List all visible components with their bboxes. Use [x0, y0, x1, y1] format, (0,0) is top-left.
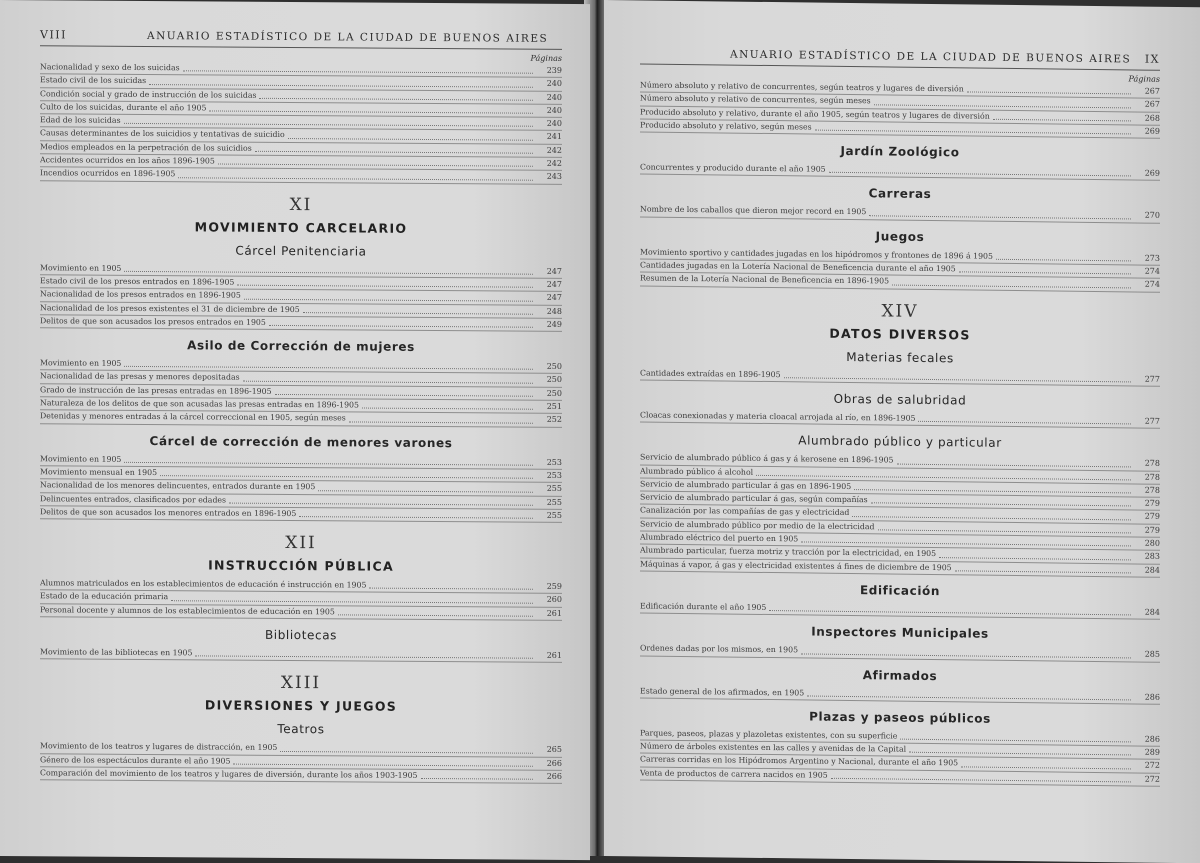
section-number: XI — [289, 194, 313, 215]
entry-text: Servicio de alumbrado público por medio de la electricidad — [640, 519, 875, 532]
entry-text: Causas determinantes de los suicidios y tentativas de suicidio — [40, 128, 285, 140]
entry-text: Alumnos matriculados en los establecimientos de educación é instrucción en 1905 — [40, 578, 367, 590]
leader-dots — [124, 271, 533, 275]
left-running-title: ANUARIO ESTADÍSTICO DE LA CIUDAD DE BUENOS AIRES — [146, 30, 549, 45]
entry-page-number: 286 — [1144, 734, 1160, 744]
entry-page-number: 247 — [546, 279, 562, 289]
entry-page-number: 253 — [546, 470, 562, 480]
entry-text: Servicio de alumbrado particular á gas en 1896-1905 — [640, 479, 852, 491]
right-running-head — [640, 46, 1160, 70]
leader-dots — [421, 778, 533, 780]
entry-text: Número absoluto y relativo de concurrentes, según meses — [640, 93, 871, 106]
entry-text: Nacionalidad de los menores delincuentes, entrados durante en 1905 — [40, 480, 316, 492]
index-entry — [40, 646, 562, 663]
entry-text: Canalización por las compañías de gas y electricidad — [640, 505, 850, 518]
leader-dots — [900, 739, 1131, 743]
entry-page-number: 277 — [1144, 416, 1160, 426]
leader-dots — [967, 92, 1131, 95]
leader-dots — [362, 408, 533, 410]
entry-text: Alumbrado eléctrico del puerto en 1905 — [640, 532, 799, 544]
leader-dots — [769, 610, 1131, 615]
leader-dots — [829, 172, 1131, 177]
leader-dots — [871, 503, 1131, 507]
leader-dots — [178, 177, 533, 180]
entry-text: Movimiento de los teatros y lugares de distracción, en 1905 — [40, 741, 278, 753]
entry-page-number: 240 — [546, 92, 562, 102]
section-title: MOVIMIENTO CARCELARIO — [194, 219, 408, 236]
leader-dots — [909, 752, 1131, 756]
entry-page-number: 255 — [546, 510, 562, 520]
entry-text: Edad de los suicidas — [40, 115, 121, 126]
subsection-title: Obras de salubridad — [833, 391, 967, 408]
entry-page-number: 266 — [546, 771, 562, 781]
leader-dots — [171, 600, 533, 604]
entry-page-number: 240 — [546, 119, 562, 129]
leader-dots — [275, 394, 533, 397]
entry-text: Venta de productos de carrera nacidos en 1905 — [640, 768, 828, 780]
index-entry — [640, 367, 1160, 387]
entry-text: Accidentes ocurridos en los años 1896-1905 — [40, 155, 215, 166]
right-page — [604, 0, 1200, 863]
leader-dots — [878, 529, 1131, 533]
subsection-title: Cárcel de corrección de menores varones — [149, 433, 453, 450]
entry-page-number: 269 — [1144, 168, 1160, 178]
leader-dots — [160, 475, 533, 479]
entry-page-number: 279 — [1144, 525, 1160, 535]
subsection-title: Materias fecales — [846, 349, 954, 365]
entry-page-number: 242 — [546, 158, 562, 169]
index-entry — [640, 643, 1160, 663]
entry-text: Grado de instrucción de las presas entradas en 1896-1905 — [40, 385, 272, 396]
entry-page-number: 277 — [1144, 374, 1160, 384]
leader-dots — [218, 164, 533, 167]
leader-dots — [993, 119, 1131, 122]
entry-list — [40, 262, 562, 332]
entry-text: Carreras corridas en los Hipódromos Argentino y Nacional, durante el año 1905 — [640, 754, 959, 768]
entry-list — [640, 600, 1160, 620]
entry-page-number: 284 — [1144, 607, 1160, 617]
entry-text: Nombre de los caballos que dieron mejor record en 1905 — [640, 204, 867, 217]
entry-page-number: 278 — [1144, 485, 1160, 495]
entry-list — [640, 685, 1160, 705]
entry-page-number: 265 — [546, 745, 562, 755]
entry-text: Movimiento de las bibliotecas en 1905 — [40, 647, 193, 658]
entry-text: Nacionalidad de las presas y menores depositadas — [40, 371, 240, 383]
entry-page-number: 272 — [1144, 774, 1160, 784]
leader-dots — [892, 284, 1131, 288]
entry-text: Servicio de alumbrado público á gas y á kerosene en 1896-1905 — [640, 452, 894, 465]
index-entry — [40, 604, 562, 621]
leader-dots — [229, 502, 533, 505]
entry-text: Nacionalidad y sexo de los suicidas — [40, 62, 180, 73]
entry-page-number: 267 — [1144, 86, 1160, 96]
entry-text: Condición social y grado de instrucción de los suicidas — [40, 88, 257, 100]
entry-page-number: 253 — [546, 457, 562, 467]
section-title: INSTRUCCIÓN PÚBLICA — [208, 557, 394, 574]
entry-page-number: 239 — [546, 65, 562, 75]
entry-text: Estado de la educación primaria — [40, 591, 169, 602]
index-entry — [40, 315, 562, 332]
entry-list — [640, 367, 1160, 387]
entry-page-number: 241 — [546, 132, 562, 142]
entry-text: Número absoluto y relativo de concurrentes, según teatros y lugares de diversión — [640, 80, 964, 94]
index-entry — [640, 685, 1160, 705]
entry-page-number: 261 — [546, 650, 562, 660]
right-running-title: ANUARIO ESTADÍSTICO DE LA CIUDAD DE BUENOS AIRES — [730, 48, 1132, 66]
leader-dots — [280, 751, 533, 754]
entry-text: Movimiento en 1905 — [40, 453, 122, 464]
index-entry — [640, 600, 1160, 620]
leader-dots — [831, 778, 1131, 783]
entry-page-number: 260 — [546, 595, 562, 605]
entry-page-number: 274 — [1144, 266, 1160, 276]
section-number: XIV — [881, 301, 919, 322]
entry-text: Medios empleados en la perpetración de los suicidios — [40, 142, 252, 153]
entry-text: Nacionalidad de los presos entrados en 1896-1905 — [40, 289, 241, 300]
entry-list — [40, 741, 562, 785]
entry-text: Ordenes dadas por los mismos, en 1905 — [640, 643, 799, 655]
leader-dots — [869, 215, 1131, 219]
entry-text: Producido absoluto y relativo, durante el año 1905, según teatros y lugares de diversión — [640, 107, 990, 121]
entry-text: Cantidades jugadas en la Lotería Nacional de Beneficencia durante el año 1905 — [640, 260, 956, 274]
entry-page-number: 267 — [1144, 99, 1160, 110]
entry-text: Movimiento en 1905 — [40, 358, 122, 369]
left-page-number: VIII — [40, 28, 67, 42]
leader-dots — [897, 463, 1132, 467]
entry-page-number: 250 — [546, 375, 562, 385]
leader-dots — [269, 325, 533, 328]
section-title: DATOS DIVERSOS — [829, 325, 971, 343]
entry-text: Delincuentes entrados, clasificados por edades — [40, 493, 227, 505]
entry-text: Cloacas conexionadas y materia cloacal arrojada al río, en 1896-1905 — [640, 410, 916, 423]
leader-dots — [801, 542, 1131, 547]
leader-dots — [124, 366, 533, 370]
leader-dots — [209, 111, 533, 114]
entry-page-number: 261 — [546, 608, 562, 618]
subsection-title: Cárcel Penitenciaria — [235, 243, 367, 259]
entry-text: Detenidas y menores entradas á la cárcel correccional en 1905, según meses — [40, 411, 346, 423]
entry-page-number: 278 — [1144, 458, 1160, 469]
subsection-title: Afirmados — [862, 667, 938, 683]
subsection-title: Plazas y paseos públicos — [809, 709, 991, 726]
entry-page-number: 252 — [546, 415, 562, 425]
entry-page-number: 250 — [546, 361, 562, 372]
entry-page-number: 270 — [1144, 211, 1160, 221]
entry-page-number: 279 — [1144, 498, 1160, 508]
entry-text: Producido absoluto y relativo, según meses — [640, 120, 812, 132]
entry-page-number: 284 — [1144, 565, 1160, 575]
subsection-title: Carreras — [868, 186, 932, 202]
entry-page-number: 269 — [1144, 126, 1160, 136]
paginas-label: Páginas — [530, 53, 562, 63]
entry-text: Género de los espectáculos durante el año 1905 — [40, 754, 231, 766]
subsection-title: Teatros — [277, 722, 325, 737]
entry-text: Comparación del movimiento de los teatros y lugares de diversión, durante los años 1903-1905 — [40, 768, 418, 780]
entry-page-number: 248 — [546, 306, 562, 316]
leader-dots — [299, 516, 533, 519]
leader-dots — [237, 285, 533, 288]
entry-list — [40, 646, 562, 663]
entry-list — [640, 727, 1160, 787]
index-entry — [40, 168, 562, 185]
entry-text: Resumen de la Lotería Nacional de Beneficencia en 1896-1905 — [640, 273, 890, 286]
entry-text: Alumbrado público á alcohol — [640, 466, 754, 477]
entry-list — [640, 204, 1160, 224]
subsection-title: Juegos — [875, 229, 925, 244]
entry-list — [640, 162, 1160, 182]
leader-dots — [243, 380, 533, 383]
entry-list — [640, 79, 1160, 139]
entry-text: Edificación durante el año 1905 — [640, 601, 767, 612]
entry-page-number: 255 — [546, 484, 562, 494]
entry-text: Nacionalidad de los presos existentes el 31 de diciembre de 1905 — [40, 302, 300, 314]
entry-text: Personal docente y alumnos de los establecimientos de educación en 1905 — [40, 604, 335, 617]
entry-list — [640, 409, 1160, 429]
entry-page-number: 268 — [1144, 113, 1160, 123]
subsection-title: Asilo de Corrección de mujeres — [187, 338, 415, 355]
entry-text: Número de árboles existentes en las calles y avenidas de la Capital — [640, 741, 907, 754]
entry-text: Estado civil de los suicidas — [40, 75, 147, 86]
entry-page-number: 251 — [546, 401, 562, 411]
entry-list — [40, 61, 562, 184]
entry-page-number: 255 — [546, 497, 562, 507]
entry-page-number: 240 — [546, 105, 562, 115]
leader-dots — [255, 151, 533, 154]
leader-dots — [124, 462, 533, 466]
entry-text: Culto de los suicidas, durante el año 1905 — [40, 102, 207, 113]
entry-page-number: 250 — [546, 388, 562, 398]
entry-text: Parques, paseos, plazas y plazoletas existentes, con su superficie — [640, 728, 898, 741]
entry-text: Movimiento en 1905 — [40, 262, 122, 273]
leader-dots — [801, 653, 1131, 658]
entry-text: Máquinas á vapor, á gas y electricidad existentes á fines de diciembre de 1905 — [640, 559, 952, 572]
leader-dots — [369, 588, 533, 590]
entry-text: Incendios ocurridos en 1896-1905 — [40, 168, 176, 179]
leader-dots — [807, 695, 1131, 700]
leader-dots — [959, 272, 1131, 275]
entry-page-number: 243 — [546, 172, 562, 182]
index-entry — [640, 162, 1160, 182]
leader-dots — [149, 84, 533, 88]
leader-dots — [233, 764, 533, 767]
entry-text: Movimiento mensual en 1905 — [40, 467, 158, 478]
leader-dots — [961, 766, 1131, 769]
leader-dots — [918, 421, 1131, 425]
entry-page-number: 283 — [1144, 551, 1160, 562]
entry-page-number: 266 — [546, 758, 562, 768]
right-page-number: IX — [1144, 52, 1160, 66]
entry-page-number: 289 — [1144, 747, 1160, 757]
entry-page-number: 247 — [546, 266, 562, 276]
entry-page-number: 272 — [1144, 761, 1160, 771]
entry-page-number: 242 — [546, 145, 562, 155]
leader-dots — [784, 377, 1131, 382]
entry-text: Naturaleza de los delitos de que son acusadas las presas entradas en 1896-1905 — [40, 398, 359, 410]
index-entry — [640, 409, 1160, 429]
entry-page-number: 280 — [1144, 538, 1160, 548]
entry-list — [640, 643, 1160, 663]
leader-dots — [303, 312, 533, 315]
subsection-title: Bibliotecas — [264, 627, 338, 643]
entry-list — [640, 246, 1160, 292]
entry-text: Cantidades extraídas en 1896-1905 — [640, 368, 781, 379]
entry-text: Servicio de alumbrado particular á gas, según compañías — [640, 492, 868, 505]
section-number: XII — [285, 533, 317, 554]
entry-page-number: 273 — [1144, 253, 1160, 263]
entry-text: Alumbrado particular, fuerza motriz y tracción por la electricidad, en 1905 — [640, 545, 937, 559]
entry-page-number: 285 — [1144, 649, 1160, 660]
entry-list — [40, 453, 562, 523]
leader-dots — [244, 298, 533, 301]
entry-list — [640, 452, 1160, 578]
entry-page-number: 259 — [546, 581, 562, 592]
entry-page-number: 274 — [1144, 279, 1160, 290]
leader-dots — [318, 490, 533, 492]
leader-dots — [854, 489, 1131, 493]
entry-page-number: 249 — [546, 319, 562, 329]
entry-page-number: 247 — [546, 293, 562, 303]
entry-text: Estado civil de los presos entrados en 1896-1905 — [40, 276, 235, 287]
entry-text: Delitos de que son acusados los presos entrados en 1905 — [40, 316, 266, 327]
index-entry — [40, 767, 562, 784]
entry-page-number: 240 — [546, 79, 562, 89]
entry-text: Concurrentes y producido durante el año 1905 — [640, 162, 826, 174]
leader-dots — [195, 656, 533, 659]
leader-dots — [349, 421, 533, 423]
subsection-title: Edificación — [859, 583, 941, 599]
leader-dots — [955, 570, 1131, 573]
subsection-title: Inspectores Municipales — [811, 624, 989, 641]
leader-dots — [874, 104, 1131, 108]
subsection-title: Jardín Zoológico — [840, 144, 960, 160]
leader-dots — [996, 259, 1131, 262]
section-title: DIVERSIONES Y JUEGOS — [204, 697, 398, 715]
entry-text: Delitos de que son acusados los menores entrados en 1896-1905 — [40, 507, 297, 518]
index-entry — [40, 411, 562, 428]
index-entry — [40, 506, 562, 523]
leader-dots — [939, 557, 1131, 560]
entry-list — [40, 357, 562, 427]
leader-dots — [815, 130, 1131, 135]
entry-page-number: 286 — [1144, 692, 1160, 702]
leader-dots — [124, 123, 533, 127]
paginas-label: Páginas — [1128, 74, 1160, 84]
entry-list — [40, 577, 562, 621]
subsection-title: Alumbrado público y particular — [798, 433, 1002, 451]
leader-dots — [259, 98, 533, 101]
entry-page-number: 278 — [1144, 472, 1160, 482]
left-running-head — [40, 28, 562, 50]
entry-page-number: 279 — [1144, 512, 1160, 522]
index-entry — [640, 204, 1160, 224]
entry-text: Estado general de los afirmados, en 1905 — [640, 685, 805, 697]
entry-text: Movimiento sportivo y cantidades jugadas en los hipódromos y frontones de 1896 á 1905 — [640, 247, 993, 261]
leader-dots — [338, 614, 533, 616]
leader-dots — [852, 516, 1131, 520]
leader-dots — [288, 138, 533, 141]
leader-dots — [183, 71, 533, 74]
section-number: XIII — [280, 673, 322, 694]
left-page — [0, 0, 590, 860]
